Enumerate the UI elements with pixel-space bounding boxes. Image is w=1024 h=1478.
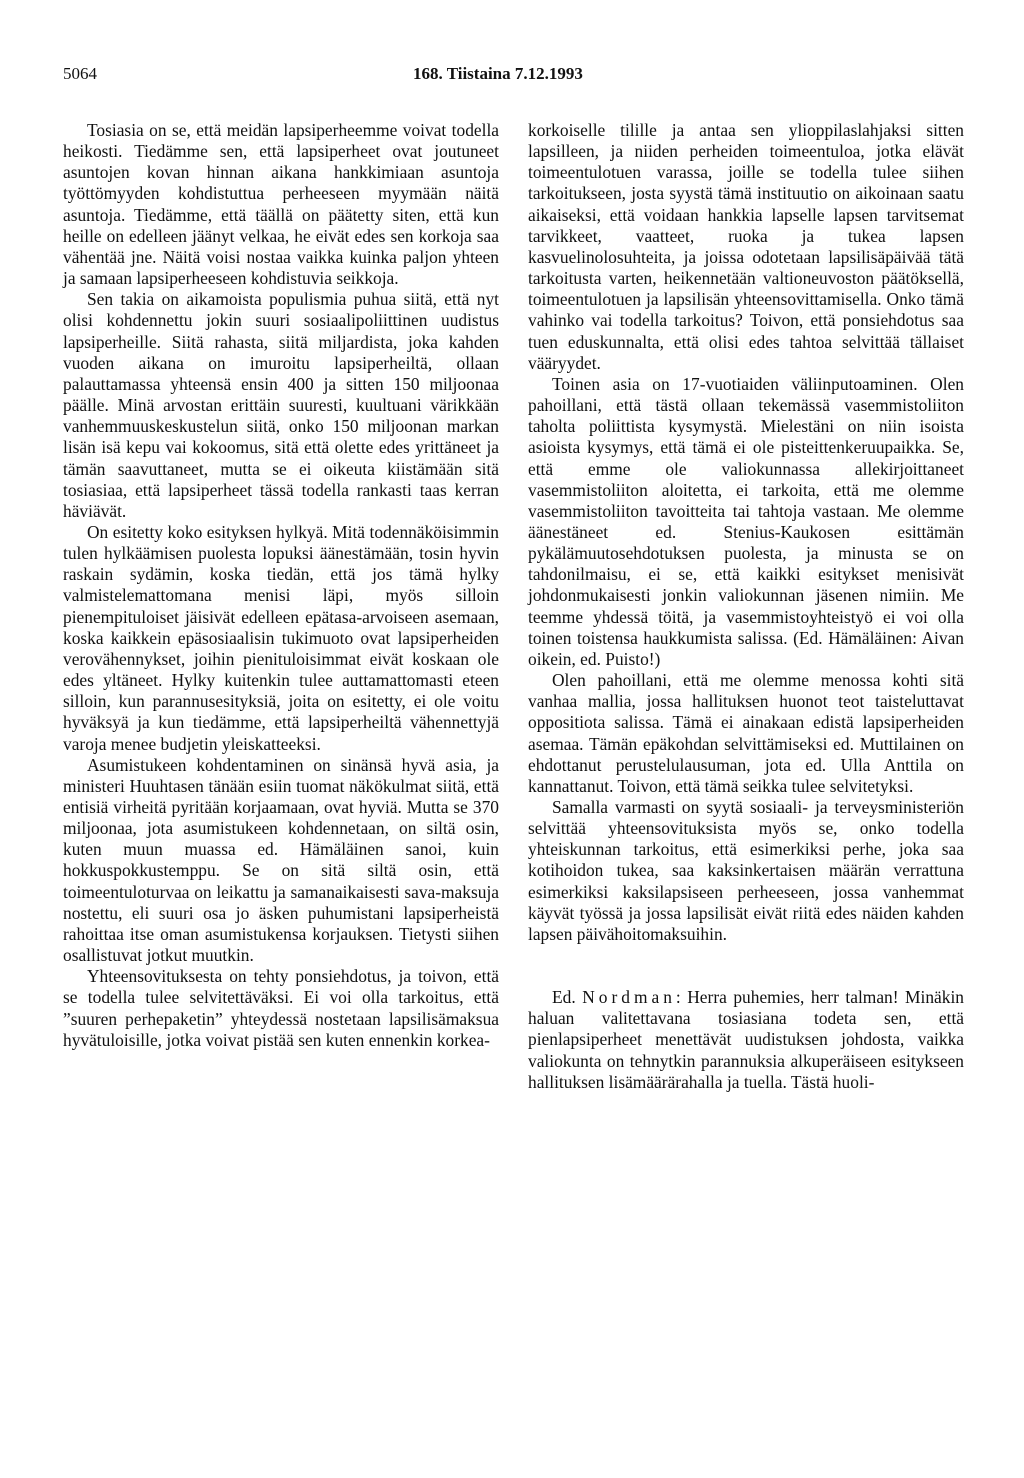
paragraph: Yhteensovituksesta on tehty ponsiehdotus, ja toivon, että se todella tulee selvitettäväksi. Ei voi olla tarkoitus, että ”suuren perhepaketin” yhteydessä nostetaan lapsilisämaksua hyvätuloisille, jotka voivat pistää sen kuten ennenkin korkea-	[63, 966, 499, 1050]
paragraph: On esitetty koko esityksen hylkyä. Mitä todennäköisimmin tulen hylkäämisen puolesta lopuksi äänestämään, tosin hyvin raskain sydämin, koska tiedän, että jos tämä hylky valmistelemattomana menisi läpi, myös silloin pienempituloiset jäisivät edelleen epätasa-arvoiseen asemaan, koska kaikkein epäsosiaalisin tukimuoto ovat lapsiperheiden verovähennykset, joihin pienituloisimmat eivät koskaan ole edes yltäneet. Hylky kuitenkin tulee auttamattomasti eteen silloin, kun parannusesityksiä, joita on esitetty, ei ole voitu hyväksyä ja kun tiedämme, että lapsiperheiltä vähennettyjä varoja menee budjetin yleiskatteeksi.	[63, 521, 499, 754]
paragraph: Asumistukeen kohdentaminen on sinänsä hyvä asia, ja ministeri Huuhtasen tänään esiin tuomat näkökulmat siitä, että entisiä virheitä pyritään korjaamaan, ovat hyviä. Mutta se 370 miljoonaa, jota asumistukeen kohdennetaan, on siltä osin, kuten muun muassa ed. Hämäläinen sanoi, kuin hokkuspokkustemppu. Se on sitä siltä osin, että toimeentuloturvaa on leikattu ja samanaikaisesti sava-maksuja nostettu, eli suuri osa jo äsken puhumistani lapsiperheistä rahoittaa itse oman asumistukensa korjauksen. Tietysti siihen osallistuvat jotkut muutkin.	[63, 754, 499, 966]
paragraph: Olen pahoillani, että me olemme menossa kohti sitä vanhaa mallia, jossa hallituksen huonot teot taisteluttavat oppositiota salissa. Tämä ei ainakaan edistä lapsiperheiden asemaa. Tämän epäkohdan selvittämiseksi ed. Muttilainen on ehdottanut perustelulausuman, jota ed. Ulla Anttila on kannattanut. Toivon, että tämä seikka tulee selvitetyksi.	[528, 670, 964, 796]
paragraph: Samalla varmasti on syytä sosiaali- ja terveysministeriön selvittää yhteensovituksista myös se, onko todella yhteiskunnan tarkoitus, että esimerkiksi perhe, joka saa kotihoidon tukea, saa kaksinkertaisen määrän verrattuna esimerkiksi kaksilapsiseen perheeseen, jossa vanhemmat käyvät työssä ja jossa lapsilisät eivät riitä edes näiden kahden lapsen päivähoitomaksuihin.	[528, 797, 964, 944]
right-column	[528, 120, 964, 1093]
speech-text: : Herra puhemies, herr talman! Minäkin haluan valitettavana tosiasiana todeta sen, että pienlapsiperheet menettävät uudistuksen johdosta, vaikka valiokunta on tehnytkin parannuksia alkuperäiseen esitykseen hallituksen lisämäärärahalla ja tuella. Tästä huoli-	[528, 987, 964, 1092]
session-title: 168. Tiistaina 7.12.1993	[413, 64, 583, 83]
paragraph: Sen takia on aikamoista populismia puhua siitä, että nyt olisi kohdennettu jokin suuri sosiaalipoliittinen uudistus lapsiperheille. Siitä rahasta, siitä miljardista, joka kahden vuoden aikana on imuroitu lapsiperheiltä, ollaan palauttamassa yhteensä ensin 400 ja sitten 150 miljoonaa päälle. Minä arvostan erittäin suuresti, kuultuani värikkään vanhemmuuskeskustelun siitä, onko 150 miljoonan markan lisän isä kepu vai kokoomus, sitä että olette edes yrittäneet ja tämän saavuttaneet, mutta se ei oikeuta kiistämään sitä tosiasiaa, että lapsiperheet tässä todella rankasti taas kerran häviävät.	[63, 289, 499, 521]
paragraph: Tosiasia on se, että meidän lapsiperheemme voivat todella heikosti. Tiedämme sen, että lapsiperheet ovat joutuneet asuntojen kovan hinnan aikana hankkimiaan asuntoja työttömyyden kohdistuttua perheeseen myymään näitä asuntoja. Tiedämme, että täällä on päätetty siten, että kun heille on edelleen jäänyt velkaa, he eivät edes sen korkoja saa vähentää jne. Näitä voisi nostaa vaikka kuinka paljon yhteen ja samaan lapsiperheeseen kohdistuvia seikkoja.	[63, 120, 499, 289]
speaker-intro: Ed.	[552, 987, 576, 1008]
left-column	[63, 120, 499, 1051]
page-header	[63, 62, 958, 86]
speech-opening	[528, 987, 964, 1093]
speaker-name: Nordman	[582, 987, 676, 1008]
page-number: 5064	[63, 64, 97, 83]
paragraph: Toinen asia on 17-vuotiaiden väliinputoaminen. Olen pahoillani, että tästä ollaan tekemässä vasemmistoliiton taholta poliittista kysymystä. Mielestäni on niin isoista asioista kysymys, että tämä ei ole pisteittenkeruupaikka. Se, että emme ole valiokunnassa allekirjoittaneet vasemmistoliiton aloitetta, ei tarkoita, että me olemme vasemmistoliiton tavoitteita tai tahtoja vastaan. Me olemme äänestäneet ed. Stenius-Kaukosen esittämän pykälämuutosehdotuksen puolesta, ja minusta se on tahdonilmaisu, ei se, että kaikki esitykset menisivät johdonmukaisesti jonkin valiokunnan jäsenen nimiin. Me teemme yhdessä töitä, ja vasemmistoyhteistyö ei voi olla toinen toistensa haukkumista salissa. (Ed. Hämäläinen: Aivan oikein, ed. Puisto!)	[528, 373, 964, 669]
paragraph: korkoiselle tilille ja antaa sen ylioppilaslahjaksi sitten lapsilleen, ja niiden perheiden toimeentuloa, jotka elävät toimeentulotuen varassa, joille se todella tulee siihen tarkoitukseen, josta syystä tämä instituutio on aikoinaan saatu aikaiseksi, että voidaan hankkia lapselle lapsen tarvitsemat tarvikkeet, vaatteet, ruoka ja tukea lapsen kasvuelinolosuhteita, ja joissa odotetaan lapsilisäpäivää tätä tarkoitusta varten, heikennetään valtioneuvoston päätöksellä, toimeentulotuen ja lapsilisän yhteensovittamisella. Onko tämä vahinko vai todella tarkoitus? Toivon, että ponsiehdotus saa tuen eduskunnalta, että olisi edes tahtoa selvittää tällaiset vääryydet.	[528, 120, 964, 373]
